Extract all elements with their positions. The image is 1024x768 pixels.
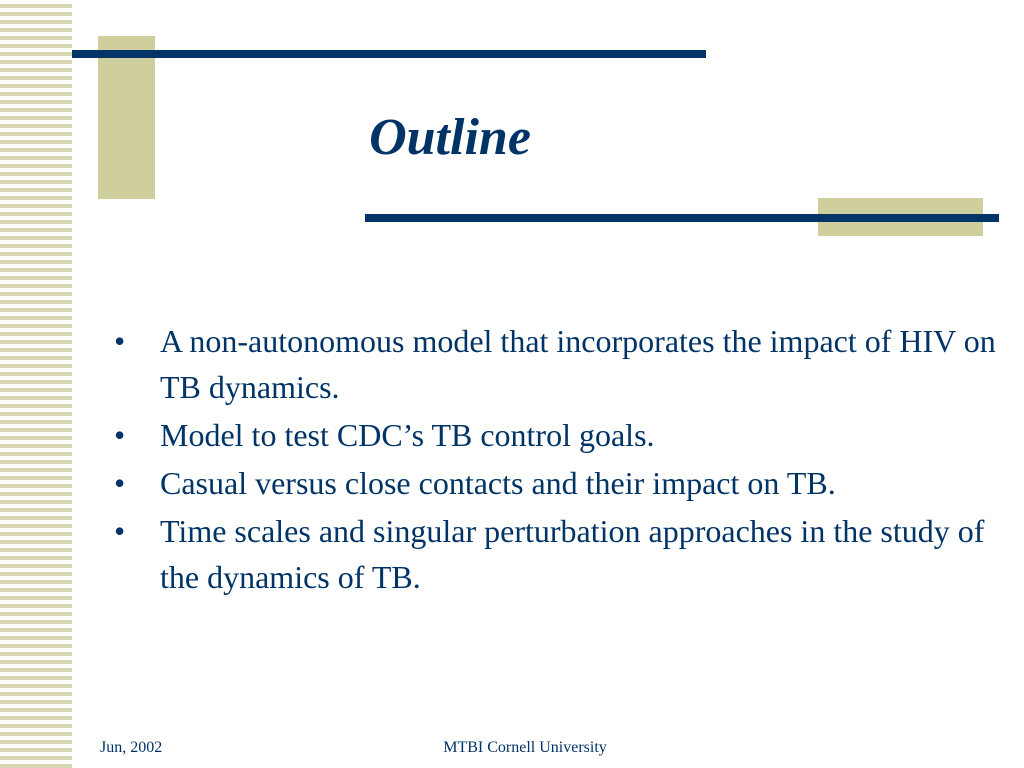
bullet-text: Time scales and singular perturbation approaches in the study of the dynamics of TB. bbox=[160, 513, 985, 595]
bullet-item bbox=[112, 508, 1017, 600]
footer-date: Jun, 2002 bbox=[100, 739, 163, 756]
bullet-dot-icon: • bbox=[114, 323, 126, 359]
footer-organization: MTBI Cornell University bbox=[443, 739, 607, 756]
bullet-list bbox=[112, 318, 1017, 602]
bullet-text: A non-autonomous model that incorporates the impact of HIV on TB dynamics. bbox=[160, 323, 996, 405]
bottom-rule-line bbox=[365, 214, 999, 222]
bullet-text: Model to test CDC’s TB control goals. bbox=[160, 417, 655, 453]
bullet-item bbox=[112, 412, 1017, 458]
bullet-text: Casual versus close contacts and their impact on TB. bbox=[160, 465, 836, 501]
slide-title bbox=[155, 109, 955, 166]
bullet-dot-icon: • bbox=[114, 465, 126, 501]
bullet-item bbox=[112, 460, 1017, 506]
top-rule-line bbox=[72, 50, 706, 58]
bullet-item bbox=[112, 318, 1017, 410]
bullet-dot-icon: • bbox=[114, 417, 126, 453]
slide-title-text: Outline bbox=[369, 109, 531, 166]
bullet-dot-icon: • bbox=[114, 513, 126, 549]
